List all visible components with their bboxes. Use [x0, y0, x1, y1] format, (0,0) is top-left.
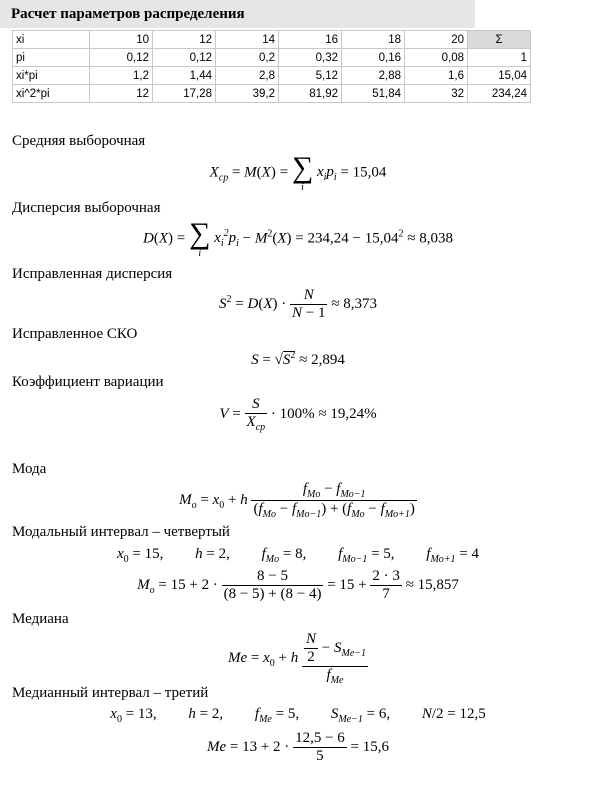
table-cell: 17,28	[153, 85, 216, 103]
median-formula: $Me = x_0 + h$ $\frac{N}{2}$ − $S_{Me-1}$ $f_{Me}$	[227, 631, 367, 686]
table-cell: 18	[342, 31, 405, 49]
table-cell: 10	[90, 31, 153, 49]
table-cell: 2,88	[342, 67, 405, 85]
corrected-sd-label: Исправленное СКО	[12, 326, 138, 342]
table-cell: Σ	[468, 31, 531, 49]
table-cell: 0,32	[279, 49, 342, 67]
sum-icon: ∑ i	[189, 217, 211, 259]
table-cell: 32	[405, 85, 468, 103]
table-row	[13, 49, 531, 67]
table-cell: 0,08	[405, 49, 468, 67]
table-cell: 1,2	[90, 67, 153, 85]
mode-calculation: $M_o = 15 + 2$ · $\frac{8 - 5}{(8 - 5) + (8 - 4)}$ = 15 + $\frac{2 \cdot 3}{7}$ ≈ 15,857	[137, 568, 459, 602]
page-title: Расчет параметров распределения	[0, 0, 475, 28]
mode-f: 8	[295, 546, 303, 562]
table-cell: 1,6	[405, 67, 468, 85]
table-cell: 2,8	[216, 67, 279, 85]
variance-expr: 234,24 − 15,04	[307, 230, 399, 247]
variance-label: Дисперсия выборочная	[12, 200, 161, 216]
mode-interval-label: Модальный интервал – четвертый	[12, 524, 230, 540]
table-row	[13, 85, 531, 103]
table-row	[13, 31, 531, 49]
median-n-half: 12,5	[459, 706, 486, 722]
mode-f-next: 4	[471, 546, 480, 562]
table-cell: 1	[468, 49, 531, 67]
corrected-variance-label: Исправленная дисперсия	[12, 266, 173, 282]
row-header: xi*pi	[13, 67, 90, 85]
table-cell: 0,16	[342, 49, 405, 67]
table-cell: 15,04	[468, 67, 531, 85]
row-header: xi	[13, 31, 90, 49]
variance-formula: D(X) = ∑ i $x_i^2p_i - M^2(X) = 234,24 - 15,04^2 \approx 8,038$	[143, 217, 453, 259]
corrected-variance-formula: $S^2 = D(X)$ · $\frac{N}{N - 1}$ ≈ 8,373	[219, 287, 377, 321]
cv-label: Коэффициент вариации	[12, 374, 164, 390]
mode-value: 15,857	[417, 576, 459, 593]
corrected-sd-formula: $S = √S^2 \approx 2,894$	[251, 350, 345, 368]
variance-value: 8,038	[419, 230, 453, 247]
distribution-table	[12, 30, 531, 103]
median-f: 5	[287, 706, 296, 722]
table-cell: 12	[153, 31, 216, 49]
mode-params: $x_0 = 15$, h = 2, $f_{Mo} = 8$, $f_{Mo-1} = 5$, $f_{Mo+1} = 4$	[116, 546, 480, 565]
corrected-sd-value: 2,894	[311, 352, 345, 368]
table-cell: 51,84	[342, 85, 405, 103]
table-cell: 0,2	[216, 49, 279, 67]
median-value: 15,6	[362, 738, 389, 755]
table-cell: 5,12	[279, 67, 342, 85]
mode-formula: $M_o = x_0 + h$ $\frac{f_{Mo} - f_{Mo-1}}{(f_{Mo} - f_{Mo-1}) + (f_{Mo} - f_{Mo+1})}$	[179, 481, 415, 520]
table-cell: 20	[405, 31, 468, 49]
median-interval-label: Медианный интервал – третий	[12, 685, 209, 701]
table-cell: 14	[216, 31, 279, 49]
mean-value: 15,04	[352, 164, 387, 181]
table-cell: 39,2	[216, 85, 279, 103]
mode-x0: 15	[144, 546, 160, 562]
table-cell: 12	[90, 85, 153, 103]
table-cell: 234,24	[468, 85, 531, 103]
cv-value: 19,24%	[330, 405, 377, 422]
median-s-prev: 6	[378, 706, 387, 722]
row-header: pi	[13, 49, 90, 67]
row-header: xi^2*pi	[13, 85, 90, 103]
median-label: Медиана	[12, 611, 69, 627]
median-h: 2	[211, 706, 220, 722]
median-x0: 13	[137, 706, 153, 722]
cv-formula: V = $\frac{S}{X_{cp}}$ · 100% ≈ 19,24%	[219, 396, 377, 433]
mode-label: Мода	[12, 461, 47, 477]
median-calculation: Me = 13 + 2 · $\frac{12,5 - 6}{5}$ = 15,6	[206, 730, 389, 764]
mode-h: 2	[218, 546, 227, 562]
table-cell: 0,12	[90, 49, 153, 67]
corrected-variance-value: 8,373	[343, 295, 377, 312]
median-params: $x_0 = 13$, h = 2, $f_{Me} = 5$, $S_{Me-1} = 6$, N/2 = 12,5	[110, 706, 486, 725]
table-cell: 0,12	[153, 49, 216, 67]
table-row	[13, 67, 531, 85]
table-cell: 81,92	[279, 85, 342, 103]
sum-icon: ∑ i	[291, 151, 314, 193]
mean-formula: $X_{cp} = M(X)$ = ∑ i $x_ip_i = 15,04$	[209, 151, 387, 193]
table-cell: 1,44	[153, 67, 216, 85]
mode-f-prev: 5	[383, 546, 391, 562]
table-cell: 16	[279, 31, 342, 49]
mean-label: Средняя выборочная	[12, 133, 146, 149]
